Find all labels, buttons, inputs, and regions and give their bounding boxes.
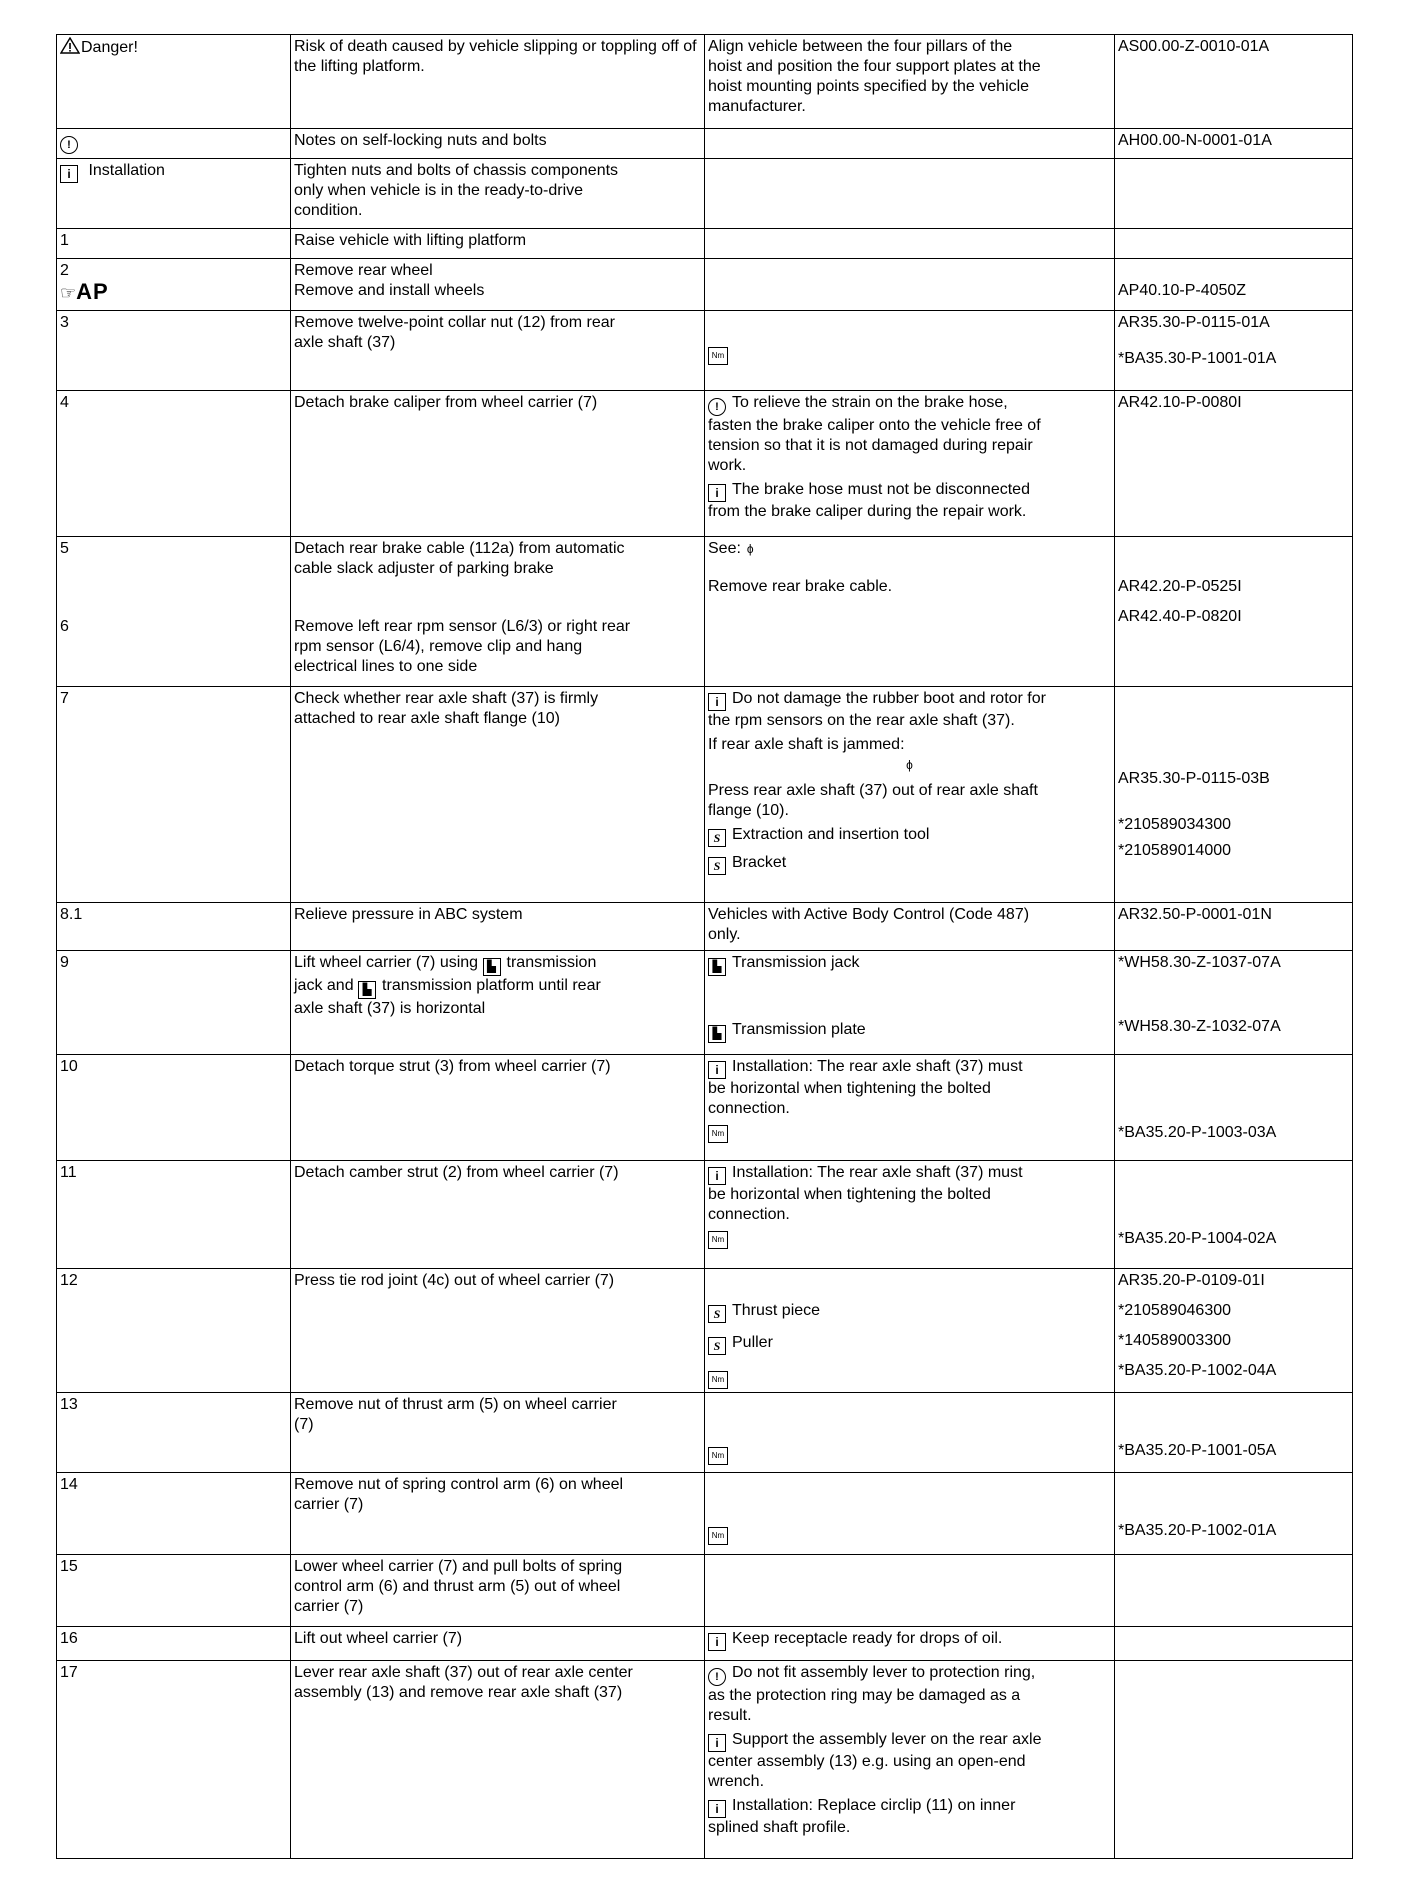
step-reference [1115,35,1353,129]
special-tool-icon: S [708,1337,726,1355]
torque-reference-link[interactable]: *BA35.20-P-1003-03A [1118,1124,1277,1141]
note-line: center assembly (13) e.g. using an open-end [708,1753,1026,1770]
note-line: the rpm sensors on the rear axle shaft (37). [708,712,1015,729]
ap-label: AP [76,279,109,304]
step-text: Detach brake caliper from wheel carrier (7) [294,394,598,411]
link-icon[interactable]: ϕ [746,542,754,556]
note-line: Press rear axle shaft (37) out of rear axle shaft [708,782,1038,799]
step-description [291,687,705,903]
tool-name: Bracket [732,854,787,871]
step-text: Remove rear wheel [294,262,433,279]
special-tool-icon: S [708,1305,726,1323]
step-text: jack and [294,977,354,994]
step-reference [1115,391,1353,537]
note-line: tension so that it is not damaged during repair [708,437,1033,454]
step-text: rpm sensor (L6/4), remove clip and hang [294,638,583,655]
step-notes [705,1661,1115,1859]
special-tool-icon: S [708,857,726,875]
reference-link[interactable]: AR42.20-P-0525I [1118,578,1242,595]
step-description [291,1661,705,1859]
step-text: Detach camber strut (2) from wheel carrier (7) [294,1164,619,1181]
step-notes [705,229,1115,259]
step-number [57,1269,291,1393]
torque-reference-link[interactable]: *BA35.20-P-1002-01A [1118,1522,1277,1539]
reference-link[interactable]: AR32.50-P-0001-01N [1118,906,1272,923]
step-notes [705,159,1115,229]
table-row [57,1055,1353,1161]
note-line: hoist mounting points specified by the vehicle [708,78,1030,95]
equipment-name: Transmission plate [732,1021,866,1038]
step-text: Lift out wheel carrier (7) [294,1630,463,1647]
step-text: Tighten nuts and bolts of chassis components [294,162,619,179]
table-row [57,311,1353,391]
step-text: carrier (7) [294,1496,364,1513]
step-number [57,129,291,159]
step-num: 8.1 [60,906,83,923]
step-number [57,1393,291,1473]
workshop-equipment-icon: ▙ [358,981,376,999]
step-reference [1115,1661,1353,1859]
caution-circle-icon: ! [708,1668,726,1686]
step-num: 15 [60,1558,78,1575]
step-text: Remove left rear rpm sensor (L6/3) or right rear [294,618,631,635]
step-reference [1115,311,1353,391]
reference-link[interactable]: AR42.40-P-0820I [1118,608,1242,625]
step-text: Remove nut of thrust arm (5) on wheel carrier [294,1396,617,1413]
table-row [57,391,1353,537]
step-description [291,1055,705,1161]
reference-link[interactable]: AR35.20-P-0109-01I [1118,1272,1265,1289]
caution-circle-icon: ! [708,398,726,416]
step-description [291,259,705,311]
torque-nm-icon: Nm [708,1371,728,1389]
torque-nm-icon: Nm [708,1447,728,1465]
torque-reference-link[interactable]: *BA35.20-P-1001-05A [1118,1442,1277,1459]
info-icon: i [60,165,78,183]
caution-circle-icon: ! [60,136,78,154]
step-description [291,35,705,129]
special-tool-icon: S [708,829,726,847]
step-text: transmission [506,954,597,971]
note-line: If rear axle shaft is jammed: [708,736,905,753]
table-row [57,951,1353,1055]
step-number [57,391,291,537]
step-text: assembly (13) and remove rear axle shaft (37) [294,1684,623,1701]
step-reference [1115,229,1353,259]
note-line: The brake hose must not be disconnected [732,481,1030,498]
step-text: Detach torque strut (3) from wheel carrier (7) [294,1058,611,1075]
step-text: Detach rear brake cable (112a) from automatic [294,540,625,557]
step-text: Raise vehicle with lifting platform [294,232,527,249]
step-notes [705,1161,1115,1269]
step-number [57,1161,291,1269]
step-number [57,537,291,687]
note-line: from the brake caliper during the repair work. [708,503,1027,520]
step-reference [1115,951,1353,1055]
step-num: 10 [60,1058,78,1075]
step-num: 16 [60,1630,78,1647]
note-line: be horizontal when tightening the bolted [708,1186,991,1203]
note-line: result. [708,1707,752,1724]
table-row [57,1269,1353,1393]
note-line: hoist and position the four support plates at the [708,58,1041,75]
note-line: Installation: The rear axle shaft (37) must [732,1164,1023,1181]
reference-link[interactable]: AS00.00-Z-0010-01A [1118,38,1270,55]
danger-cell [57,35,291,129]
note-line: Keep receptacle ready for drops of oil. [732,1630,1003,1647]
torque-nm-icon: Nm [708,1231,728,1249]
torque-reference-link[interactable]: *BA35.30-P-1001-01A [1118,350,1277,367]
step-notes [705,311,1115,391]
table-row [57,259,1353,311]
table-row [57,35,1353,129]
danger-text: Risk of death caused by vehicle slipping or toppling off of the lifting platform. [294,38,697,75]
note-line: Vehicles with Active Body Control (Code 487) [708,906,1030,923]
reference-link[interactable]: AR35.30-P-0115-03B [1118,770,1270,787]
info-icon: i [708,1061,726,1079]
tool-number: *210589034300 [1118,816,1232,833]
step-notes [705,1555,1115,1627]
see-label: See: [708,540,741,557]
link-icon[interactable]: ϕ [906,758,913,772]
step-description [291,1555,705,1627]
step-text: Lift wheel carrier (7) using [294,954,479,971]
step-description [291,1161,705,1269]
table-row [57,903,1353,951]
step-notes [705,1393,1115,1473]
note-line: Do not fit assembly lever to protection ring, [732,1664,1036,1681]
info-icon: i [708,1167,726,1185]
step-description [291,537,705,687]
step-text: Lever rear axle shaft (37) out of rear axle center [294,1664,633,1681]
note-line: only. [708,926,741,943]
step-number [57,951,291,1055]
table-row [57,537,1353,687]
step-notes [705,391,1115,537]
step-number [57,1555,291,1627]
installation-label: Installation [88,162,165,179]
workshop-equipment-icon: ▙ [708,958,726,976]
workshop-equipment-icon: ▙ [483,958,501,976]
step-reference [1115,1393,1353,1473]
step-description [291,1269,705,1393]
step-reference [1115,1161,1353,1269]
step-num: 14 [60,1476,78,1493]
step-reference [1115,1627,1353,1661]
torque-nm-icon: Nm [708,1125,728,1143]
step-description [291,903,705,951]
step-text: axle shaft (37) [294,334,396,351]
step-text: carrier (7) [294,1598,364,1615]
step-text: axle shaft (37) is horizontal [294,1000,486,1017]
note-line: flange (10). [708,802,789,819]
note-line: Align vehicle between the four pillars of the [708,38,1013,55]
torque-reference-link[interactable]: *BA35.20-P-1004-02A [1118,1230,1277,1247]
equipment-name: Transmission jack [732,954,860,971]
step-description [291,311,705,391]
step-number [57,311,291,391]
step-num: 2 [60,262,69,279]
step-number [57,687,291,903]
info-icon: i [708,1633,726,1651]
step-num: 1 [60,232,69,249]
reference-link[interactable]: *WH58.30-Z-1037-07A [1118,954,1281,971]
note-line: wrench. [708,1773,765,1790]
step-notes [705,1627,1115,1661]
step-text: control arm (6) and thrust arm (5) out of wheel [294,1578,621,1595]
step-num: 3 [60,314,69,331]
step-text: (7) [294,1416,314,1433]
info-icon: i [708,1734,726,1752]
info-icon: i [708,1800,726,1818]
torque-nm-icon: Nm [708,347,728,365]
step-notes [705,1269,1115,1393]
step-number [57,159,291,229]
step-text: condition. [294,202,363,219]
info-icon: i [708,484,726,502]
step-reference [1115,259,1353,311]
table-row [57,1393,1353,1473]
step-text: Relieve pressure in ABC system [294,906,523,923]
step-description [291,129,705,159]
table-row [57,229,1353,259]
step-number [57,1055,291,1161]
step-number [57,259,291,311]
step-reference [1115,1473,1353,1555]
warning-triangle-icon [60,37,80,54]
step-notes [705,903,1115,951]
note-line: Support the assembly lever on the rear axle [732,1731,1042,1748]
table-row [57,1627,1353,1661]
procedure-table [56,34,1353,1859]
info-icon: i [708,693,726,711]
step-notes [705,687,1115,903]
step-description [291,1627,705,1661]
step-description [291,1393,705,1473]
table-row [57,1555,1353,1627]
note-line: Installation: The rear axle shaft (37) must [732,1058,1023,1075]
step-text: cable slack adjuster of parking brake [294,560,554,577]
step-reference [1115,1555,1353,1627]
danger-label: Danger! [81,39,138,56]
step-description [291,391,705,537]
torque-nm-icon: Nm [708,1527,728,1545]
reference-link[interactable]: AH00.00-N-0001-01A [1118,132,1272,149]
step-reference [1115,903,1353,951]
step-description [291,951,705,1055]
step-number [57,229,291,259]
tool-name: Extraction and insertion tool [732,826,930,843]
note-line: fasten the brake caliper onto the vehicle free of [708,417,1041,434]
workshop-equipment-icon: ▙ [708,1025,726,1043]
step-num: 17 [60,1664,78,1681]
step-text: electrical lines to one side [294,658,478,675]
note-line: manufacturer. [708,98,806,115]
step-text: transmission platform until rear [382,977,601,994]
tool-name: Thrust piece [732,1302,821,1319]
note-line: connection. [708,1100,790,1117]
table-row [57,1161,1353,1269]
note-line: Installation: Replace circlip (11) on inner [732,1797,1016,1814]
step-description [291,159,705,229]
note-line: be horizontal when tightening the bolted [708,1080,991,1097]
step-text: Notes on self-locking nuts and bolts [294,132,547,149]
reference-link[interactable]: AR42.10-P-0080I [1118,394,1242,411]
step-num: 11 [60,1164,77,1181]
step-num: 13 [60,1396,78,1413]
step-reference [1115,687,1353,903]
step-text: Check whether rear axle shaft (37) is firmly [294,690,599,707]
step-notes [705,129,1115,159]
torque-reference-link[interactable]: *BA35.20-P-1002-04A [1118,1362,1277,1379]
note-line: work. [708,457,747,474]
step-description [291,229,705,259]
step-num: 4 [60,394,69,411]
tool-name: Puller [732,1334,773,1351]
step-reference [1115,537,1353,687]
step-text: Remove and install wheels [294,282,485,299]
step-text: Press tie rod joint (4c) out of wheel carrier (7) [294,1272,615,1289]
step-description [291,1473,705,1555]
table-row [57,129,1353,159]
step-number [57,1661,291,1859]
step-text: Lower wheel carrier (7) and pull bolts of spring [294,1558,623,1575]
note-line: Do not damage the rubber boot and rotor for [732,690,1046,707]
step-number [57,1627,291,1661]
step-num: 9 [60,954,69,971]
tool-number: *140589003300 [1118,1332,1232,1349]
step-text: only when vehicle is in the ready-to-drive [294,182,584,199]
pointing-hand-icon: ☞ [60,283,77,303]
step-reference [1115,1055,1353,1161]
note-line: Remove rear brake cable. [708,578,893,595]
reference-link[interactable]: AR35.30-P-0115-01A [1118,314,1270,331]
step-reference [1115,159,1353,229]
step-text: attached to rear axle shaft flange (10) [294,710,560,727]
step-number [57,903,291,951]
step-num: 12 [60,1272,78,1289]
reference-link[interactable]: AP40.10-P-4050Z [1118,282,1247,299]
step-text: Remove nut of spring control arm (6) on wheel [294,1476,624,1493]
step-notes [705,951,1115,1055]
step-num: 7 [60,690,69,707]
reference-link[interactable]: *WH58.30-Z-1032-07A [1118,1018,1281,1035]
table-row [57,159,1353,229]
note-line: as the protection ring may be damaged as a [708,1687,1021,1704]
table-row [57,1661,1353,1859]
step-number [57,1473,291,1555]
step-notes [705,1055,1115,1161]
step-reference [1115,1269,1353,1393]
tool-number: *210589046300 [1118,1302,1232,1319]
tool-number: *210589014000 [1118,842,1232,859]
table-row [57,687,1353,903]
step-num: 5 [60,540,69,557]
step-notes [705,35,1115,129]
table-row [57,1473,1353,1555]
step-notes [705,537,1115,687]
step-text: Remove twelve-point collar nut (12) from rear [294,314,616,331]
note-line: splined shaft profile. [708,1819,851,1836]
step-reference [1115,129,1353,159]
note-line: connection. [708,1206,790,1223]
note-line: To relieve the strain on the brake hose, [732,394,1008,411]
step-notes [705,259,1115,311]
step-notes [705,1473,1115,1555]
step-num: 6 [60,618,69,635]
